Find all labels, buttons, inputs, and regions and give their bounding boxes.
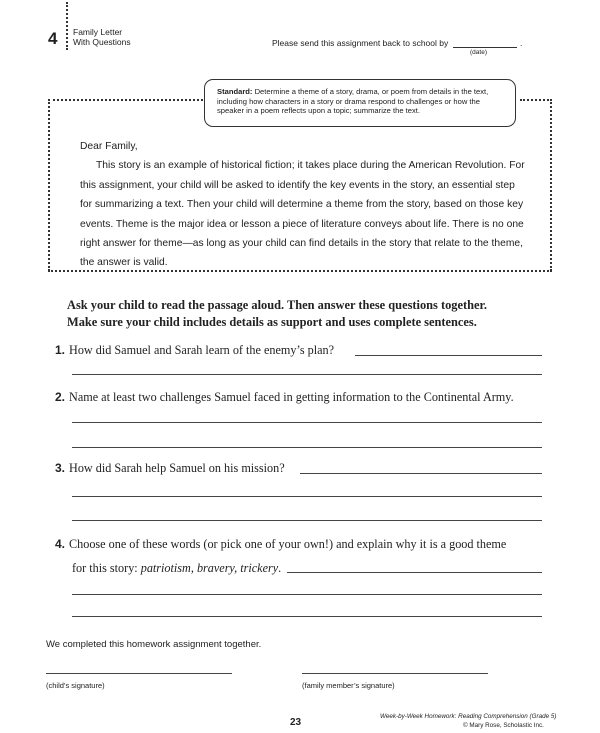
question-number: 1.	[55, 343, 66, 357]
child-signature-label: (child’s signature)	[46, 681, 105, 690]
instructions-line2: Make sure your child includes details as support and uses complete sentences.	[67, 315, 477, 329]
answer-line-2b[interactable]	[72, 447, 542, 448]
answer-line-1-inline[interactable]	[355, 355, 542, 356]
answer-line-2a[interactable]	[72, 422, 542, 423]
unit-dotted-divider	[66, 2, 68, 50]
unit-title-line2: With Questions	[73, 37, 131, 47]
completed-statement: We completed this homework assignment together.	[46, 639, 262, 650]
standard-text: Determine a theme of a story, drama, or poem from details in the text, including how characters in a story or drama respond to challenges or how the speaker in a poem reflects upon a topic; summarize the text.	[217, 87, 489, 115]
letter-salutation: Dear Family,	[80, 141, 138, 152]
letter-body: This story is an example of historical fiction; it takes place during the American Revolution. For this assignment, your child will be asked to identify the key events in the story, an essential step for summarizing a text. Then your child will determine a theme from the story, based on those key events. Theme is the major idea or lesson a piece of literature conveys about life. There is no one right answer for theme—as long as your child can find details in the story that relate to the theme, the answer is valid.	[80, 160, 525, 269]
letter-box-border-top-right	[520, 99, 552, 101]
letter-box-border-right	[550, 99, 552, 271]
answer-line-3-inline[interactable]	[300, 473, 542, 474]
date-label: (date)	[470, 49, 487, 56]
answer-line-4b[interactable]	[72, 616, 542, 617]
question-4-prefix: for this story:	[72, 561, 138, 575]
question-4-suffix: .	[278, 561, 282, 575]
letter-box-border-top-left	[48, 99, 203, 101]
question-1	[55, 343, 334, 358]
question-number: 4.	[55, 537, 66, 551]
instructions-line1: Ask your child to read the passage aloud. Then answer these questions together.	[67, 298, 487, 312]
unit-title-line1: Family Letter	[73, 27, 123, 37]
question-number: 3.	[55, 461, 66, 475]
send-back-text: Please send this assignment back to school by	[272, 38, 449, 48]
date-input-line[interactable]	[453, 47, 517, 48]
answer-line-4-inline[interactable]	[287, 572, 542, 573]
family-letter	[80, 137, 528, 273]
standard-box	[204, 79, 516, 127]
send-back-period: .	[520, 38, 523, 48]
standard-label: Standard:	[217, 87, 253, 96]
question-3	[55, 461, 285, 476]
family-signature-line[interactable]	[302, 673, 488, 674]
answer-line-3b[interactable]	[72, 520, 542, 521]
credit-copyright: © Mary Rose, Scholastic Inc.	[463, 722, 544, 729]
child-signature-line[interactable]	[46, 673, 232, 674]
question-number: 2.	[55, 390, 66, 404]
credit-title: Week-by-Week Homework: Reading Comprehension (Grade 5)	[380, 713, 557, 720]
question-2	[55, 390, 514, 405]
answer-line-1[interactable]	[72, 374, 542, 375]
page-number: 23	[290, 717, 302, 728]
instructions	[67, 297, 537, 331]
answer-line-3a[interactable]	[72, 496, 542, 497]
question-text: Name at least two challenges Samuel faced in getting information to the Continental Army.	[69, 390, 514, 404]
question-4-line2	[72, 561, 281, 576]
unit-number: 4	[48, 29, 58, 48]
letter-box-border-left	[48, 99, 50, 271]
question-text: How did Sarah help Samuel on his mission?	[69, 461, 285, 475]
family-signature-label: (family member’s signature)	[302, 681, 395, 690]
question-text: How did Samuel and Sarah learn of the enemy’s plan?	[69, 343, 335, 357]
answer-line-4a[interactable]	[72, 594, 542, 595]
theme-words: patriotism, bravery, trickery	[140, 561, 279, 575]
question-4	[55, 537, 506, 552]
question-text: Choose one of these words (or pick one of your own!) and explain why it is a good theme	[69, 537, 507, 551]
